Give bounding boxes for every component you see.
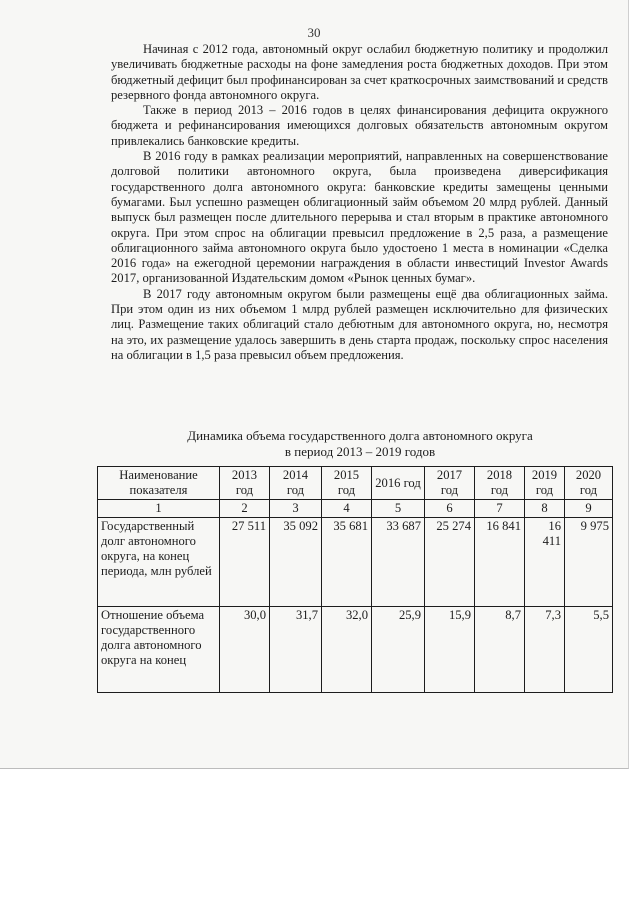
table-cell: 15,9 — [425, 607, 475, 693]
table-cell: 7,3 — [525, 607, 565, 693]
header-indicator: Наименование показателя — [98, 467, 220, 500]
table-cell: 5,5 — [565, 607, 613, 693]
column-number: 3 — [270, 500, 322, 518]
column-number: 8 — [525, 500, 565, 518]
header-year: 2016 год — [372, 467, 425, 500]
paragraph-3: В 2016 году в рамках реализации мероприятий, направленных на совершенствование долговой политики автономного округа, была произведена диверсификация государственного долга автономного округа: банковские кредиты замещены ценными бумагами. Был успешно размещен облигационный займ объемом 20 млрд рублей. Данный выпуск был размещен после длительного перерыва и стал вторым в практике автономного округа. При этом спрос на облигации превысил предложение в 2,5 раза, а размещение облигационного займа автономного округа было удостоено 1 места в номинации «Сделка 2016 года» на ежегодной церемонии награждения в области инвестиций Investor Awards 2017, организованной Издательским домом «Рынок ценных бумаг». — [111, 149, 608, 286]
table-cell: 9 975 — [565, 518, 613, 607]
table-row-debt-ratio — [98, 607, 613, 693]
row-label: Отношение объема государственного долга автономного округа на конец — [98, 607, 220, 693]
column-number: 4 — [322, 500, 372, 518]
table-cell: 35 681 — [322, 518, 372, 607]
table-caption-line-1: Динамика объема государственного долга автономного округа — [187, 428, 533, 443]
table-row-debt — [98, 518, 613, 607]
column-number-row — [98, 500, 613, 518]
column-number: 2 — [220, 500, 270, 518]
table-caption-line-2: в период 2013 – 2019 годов — [284, 444, 436, 459]
column-number: 7 — [475, 500, 525, 518]
header-year: 2020 год — [565, 467, 613, 500]
table-cell: 25 274 — [425, 518, 475, 607]
table-cell: 8,7 — [475, 607, 525, 693]
column-number: 1 — [98, 500, 220, 518]
column-number: 6 — [425, 500, 475, 518]
paragraph-1: Начиная с 2012 года, автономный округ ослабил бюджетную политику и продолжил увеличивать бюджетные расходы на фоне замедления роста бюджетных доходов. При этом бюджетный дефицит был профинансирован за счет краткосрочных заимствований и средств резервного фонда автономного округа. — [111, 42, 608, 102]
table-cell: 25,9 — [372, 607, 425, 693]
column-number: 5 — [372, 500, 425, 518]
header-year: 2015 год — [322, 467, 372, 500]
header-year: 2018 год — [475, 467, 525, 500]
table-cell: 31,7 — [270, 607, 322, 693]
table-cell: 27 511 — [220, 518, 270, 607]
header-year: 2013 год — [220, 467, 270, 500]
header-year: 2014 год — [270, 467, 322, 500]
header-year: 2017 год — [425, 467, 475, 500]
table-header-row — [98, 467, 613, 500]
page-number: 30 — [307, 25, 321, 40]
table-cell: 16 411 — [525, 518, 565, 607]
paragraph-2: Также в период 2013 – 2016 годов в целях финансирования дефицита окружного бюджета и рефинансирования имеющихся долговых обязательств автономным округом привлекались банковские кредиты. — [111, 103, 608, 148]
header-year: 2019 год — [525, 467, 565, 500]
paragraph-4: В 2017 году автономным округом были размещены ещё два облигационных займа. При этом один из них объемом 1 млрд рублей размещен исключительно для физических лиц. Размещение таких облигаций стало дебютным для автономного округа, но, несмотря на это, их размещение удалось завершить в день старта продаж, поскольку спрос населения на облигации в 1,5 раза превысил объем предложения. — [111, 286, 608, 362]
table-caption — [100, 428, 620, 460]
table-cell: 32,0 — [322, 607, 372, 693]
column-number: 9 — [565, 500, 613, 518]
table-cell: 16 841 — [475, 518, 525, 607]
table-cell: 35 092 — [270, 518, 322, 607]
table-cell: 30,0 — [220, 607, 270, 693]
debt-table — [97, 466, 613, 693]
row-label: Государственный долг автономного округа, на конец периода, млн рублей — [98, 518, 220, 607]
table-cell: 33 687 — [372, 518, 425, 607]
body-text — [111, 42, 608, 363]
